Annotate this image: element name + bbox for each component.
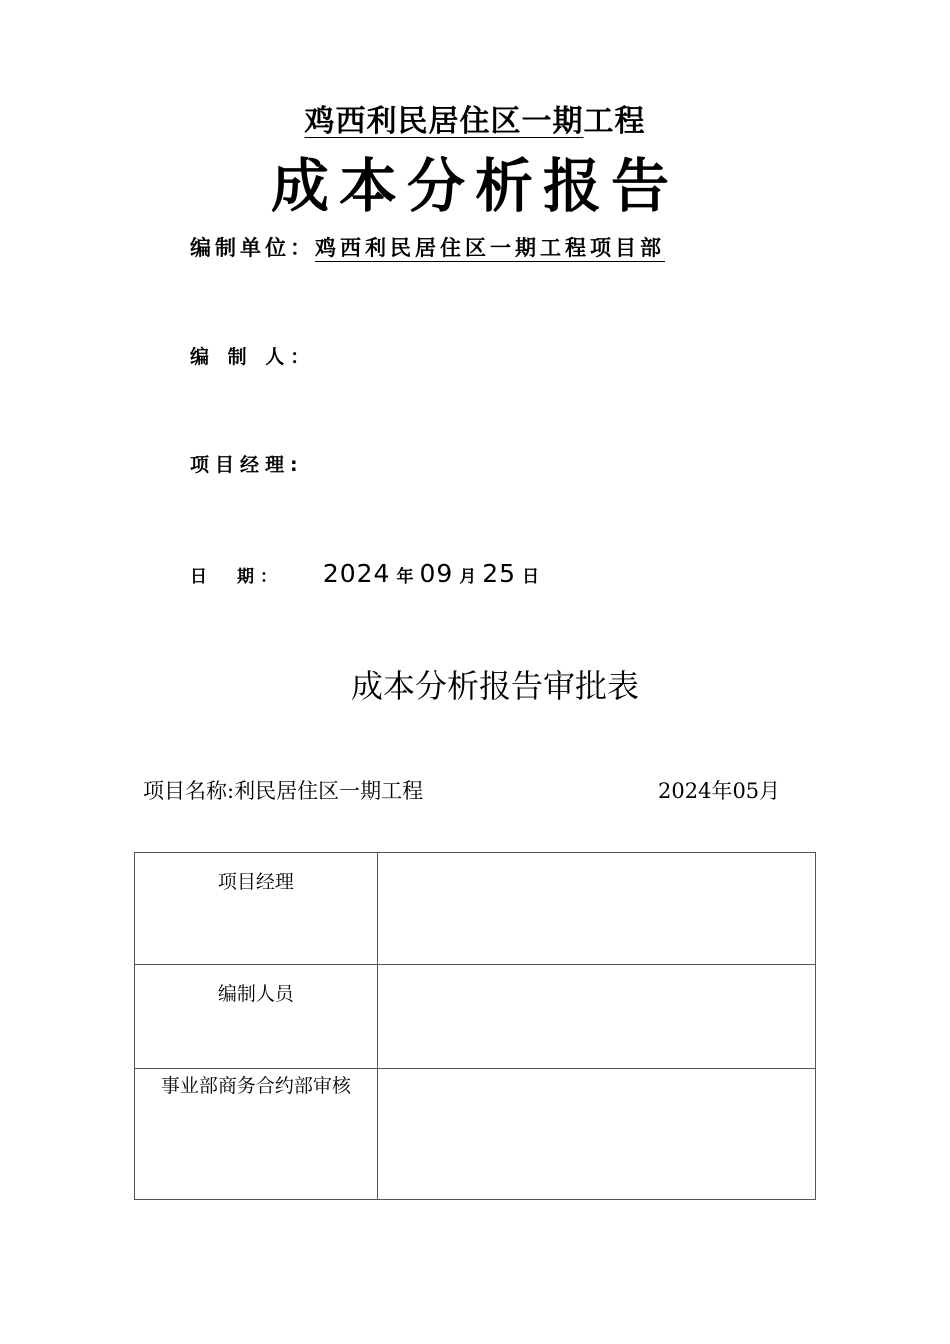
project-name-rest: 工程: [583, 104, 646, 139]
row-value-cell: [377, 965, 815, 1069]
date-line: [190, 556, 545, 595]
approval-project-name: 项目名称:利民居住区一期工程: [143, 779, 424, 803]
date-month-unit: 月: [459, 567, 477, 587]
table-row: [135, 1069, 816, 1200]
project-name-heading: [0, 100, 950, 144]
approval-table: [134, 852, 816, 1200]
date-label-period: 期：: [237, 567, 283, 587]
date-day: 25: [482, 559, 517, 588]
date-label-day: 日: [190, 567, 237, 587]
table-row: [135, 853, 816, 965]
approval-date: 2024年05月: [658, 779, 781, 803]
date-month: 09: [419, 559, 454, 588]
compiler-unit-value: 鸡西利民居住区一期工程项目部: [315, 236, 665, 260]
row-label: 项目经理: [135, 853, 378, 965]
date-year: 2024: [322, 559, 391, 588]
row-label: 事业部商务合约部审核: [135, 1069, 378, 1200]
row-value-cell: [377, 1069, 815, 1200]
row-label: 编制人员: [135, 965, 378, 1069]
compiler-unit-line: [190, 228, 665, 268]
date-day-unit: 日: [522, 567, 540, 587]
date-year-unit: 年: [396, 567, 414, 587]
project-manager-label: 项目经理:: [190, 454, 304, 476]
project-name-underlined: 鸡西利民居住区一期: [304, 104, 584, 139]
preparer-label: 编 制 人：: [190, 346, 316, 368]
compiler-unit-label: 编制单位：: [190, 236, 315, 260]
approval-table-title: 成本分析报告审批表: [350, 667, 639, 705]
row-value-cell: [377, 853, 815, 965]
report-title: 成本分析报告: [270, 152, 679, 220]
table-row: [135, 965, 816, 1069]
